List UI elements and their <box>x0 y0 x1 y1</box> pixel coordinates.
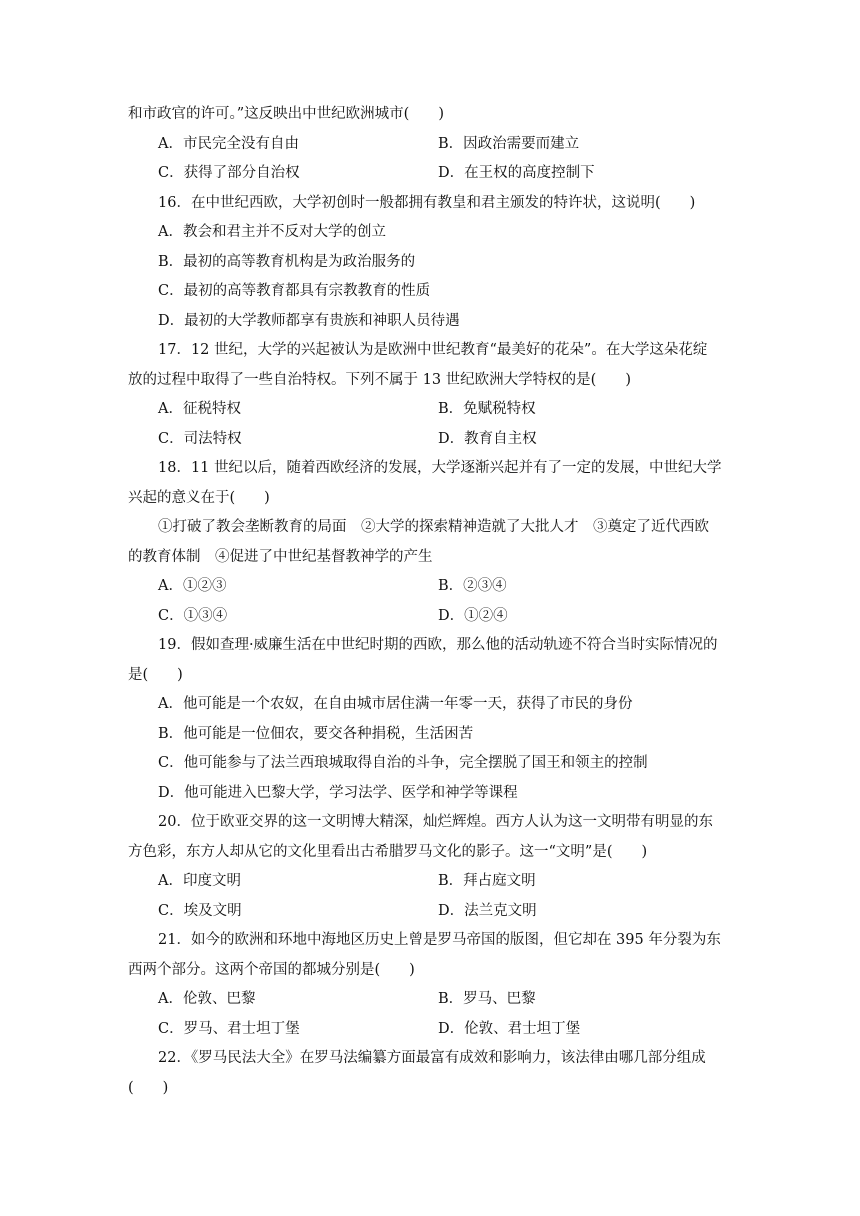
q15-option-c: C．获得了部分自治权 <box>158 165 300 181</box>
q19-option-a: A．他可能是一个农奴，在自由城市居住满一年零一天，获得了市民的身份 <box>158 696 633 712</box>
q18-stem-line1: 18．11 世纪以后，随着西欧经济的发展，大学逐渐兴起并有了一定的发展，中世纪大学 <box>158 460 722 476</box>
q20-stem-line2: 方色彩，东方人却从它的文化里看出古希腊罗马文化的影子。这一“文明”是( ) <box>128 844 648 860</box>
q17-stem-line1: 17．12 世纪，大学的兴起被认为是欧洲中世纪教育“最美好的花朵”。在大学这朵花绽 <box>158 342 708 358</box>
q20-option-c: C．埃及文明 <box>158 903 242 919</box>
q18-items-line1: ①打破了教会垄断教育的局面 ②大学的探索精神造就了大批人才 ③奠定了近代西欧 <box>158 519 709 535</box>
q21-stem-line1: 21．如今的欧洲和环地中海地区历史上曾是罗马帝国的版图，但它却在 395 年分裂为东 <box>158 932 721 948</box>
q17-option-d: D．教育自主权 <box>438 431 537 447</box>
q18-option-c: C．①③④ <box>158 608 228 624</box>
q22-stem-line1: 22．《罗马民法大全》在罗马法编纂方面最富有成效和影响力，该法律由哪几部分组成 <box>158 1050 706 1066</box>
q16-option-a: A．教会和君主并不反对大学的创立 <box>158 224 386 240</box>
q16-stem: 16．在中世纪西欧，大学初创时一般都拥有教皇和君主颁发的特许状，这说明( ) <box>158 195 696 211</box>
q16-option-d: D．最初的大学教师都享有贵族和神职人员待遇 <box>158 313 460 329</box>
q17-option-a: A．征税特权 <box>158 401 241 417</box>
q18-items-line2: 的教育体制 ④促进了中世纪基督教神学的产生 <box>128 549 433 565</box>
q19-option-d: D．他可能进入巴黎大学，学习法学、医学和神学等课程 <box>158 785 518 801</box>
q18-option-b: B．②③④ <box>438 578 507 594</box>
q21-stem-line2: 西两个部分。这两个帝国的都城分别是( ) <box>128 962 415 978</box>
q19-stem-line2: 是( ) <box>128 667 183 683</box>
q21-option-d: D．伦敦、君士坦丁堡 <box>438 1021 581 1037</box>
q21-option-c: C．罗马、君士坦丁堡 <box>158 1021 300 1037</box>
q21-option-a: A．伦敦、巴黎 <box>158 991 256 1007</box>
q20-option-d: D．法兰克文明 <box>438 903 537 919</box>
q16-option-b: B．最初的高等教育机构是为政治服务的 <box>158 254 416 270</box>
q19-option-b: B．他可能是一位佃农，要交各种捐税，生活困苦 <box>158 726 474 742</box>
q20-stem-line1: 20．位于欧亚交界的这一文明博大精深，灿烂辉煌。西方人认为这一文明带有明显的东 <box>158 814 713 830</box>
q19-stem-line1: 19．假如查理·威廉生活在中世纪时期的西欧，那么他的活动轨迹不符合当时实际情况的 <box>158 637 718 653</box>
q15-option-d: D．在王权的高度控制下 <box>438 165 595 181</box>
q20-option-b: B．拜占庭文明 <box>438 873 536 889</box>
q17-option-c: C．司法特权 <box>158 431 242 447</box>
q17-option-b: B．免赋税特权 <box>438 401 536 417</box>
q16-option-c: C．最初的高等教育都具有宗教教育的性质 <box>158 283 431 299</box>
q20-option-a: A．印度文明 <box>158 873 241 889</box>
q15-option-b: B．因政治需要而建立 <box>438 136 580 152</box>
q21-option-b: B．罗马、巴黎 <box>438 991 536 1007</box>
q18-option-a: A．①②③ <box>158 578 227 594</box>
q18-stem-line2: 兴起的意义在于( ) <box>128 490 270 506</box>
q17-stem-line2: 放的过程中取得了一些自治特权。下列不属于 13 世纪欧洲大学特权的是( ) <box>128 372 631 388</box>
q18-option-d: D．①②④ <box>438 608 508 624</box>
q15-option-a: A．市民完全没有自由 <box>158 136 299 152</box>
q15-stem-tail: 和市政官的许可。”这反映出中世纪欧洲城市( ) <box>128 106 444 122</box>
q19-option-c: C．他可能参与了法兰西琅城取得自治的斗争，完全摆脱了国王和领主的控制 <box>158 755 648 771</box>
q22-stem-line2: ( ) <box>128 1080 169 1096</box>
